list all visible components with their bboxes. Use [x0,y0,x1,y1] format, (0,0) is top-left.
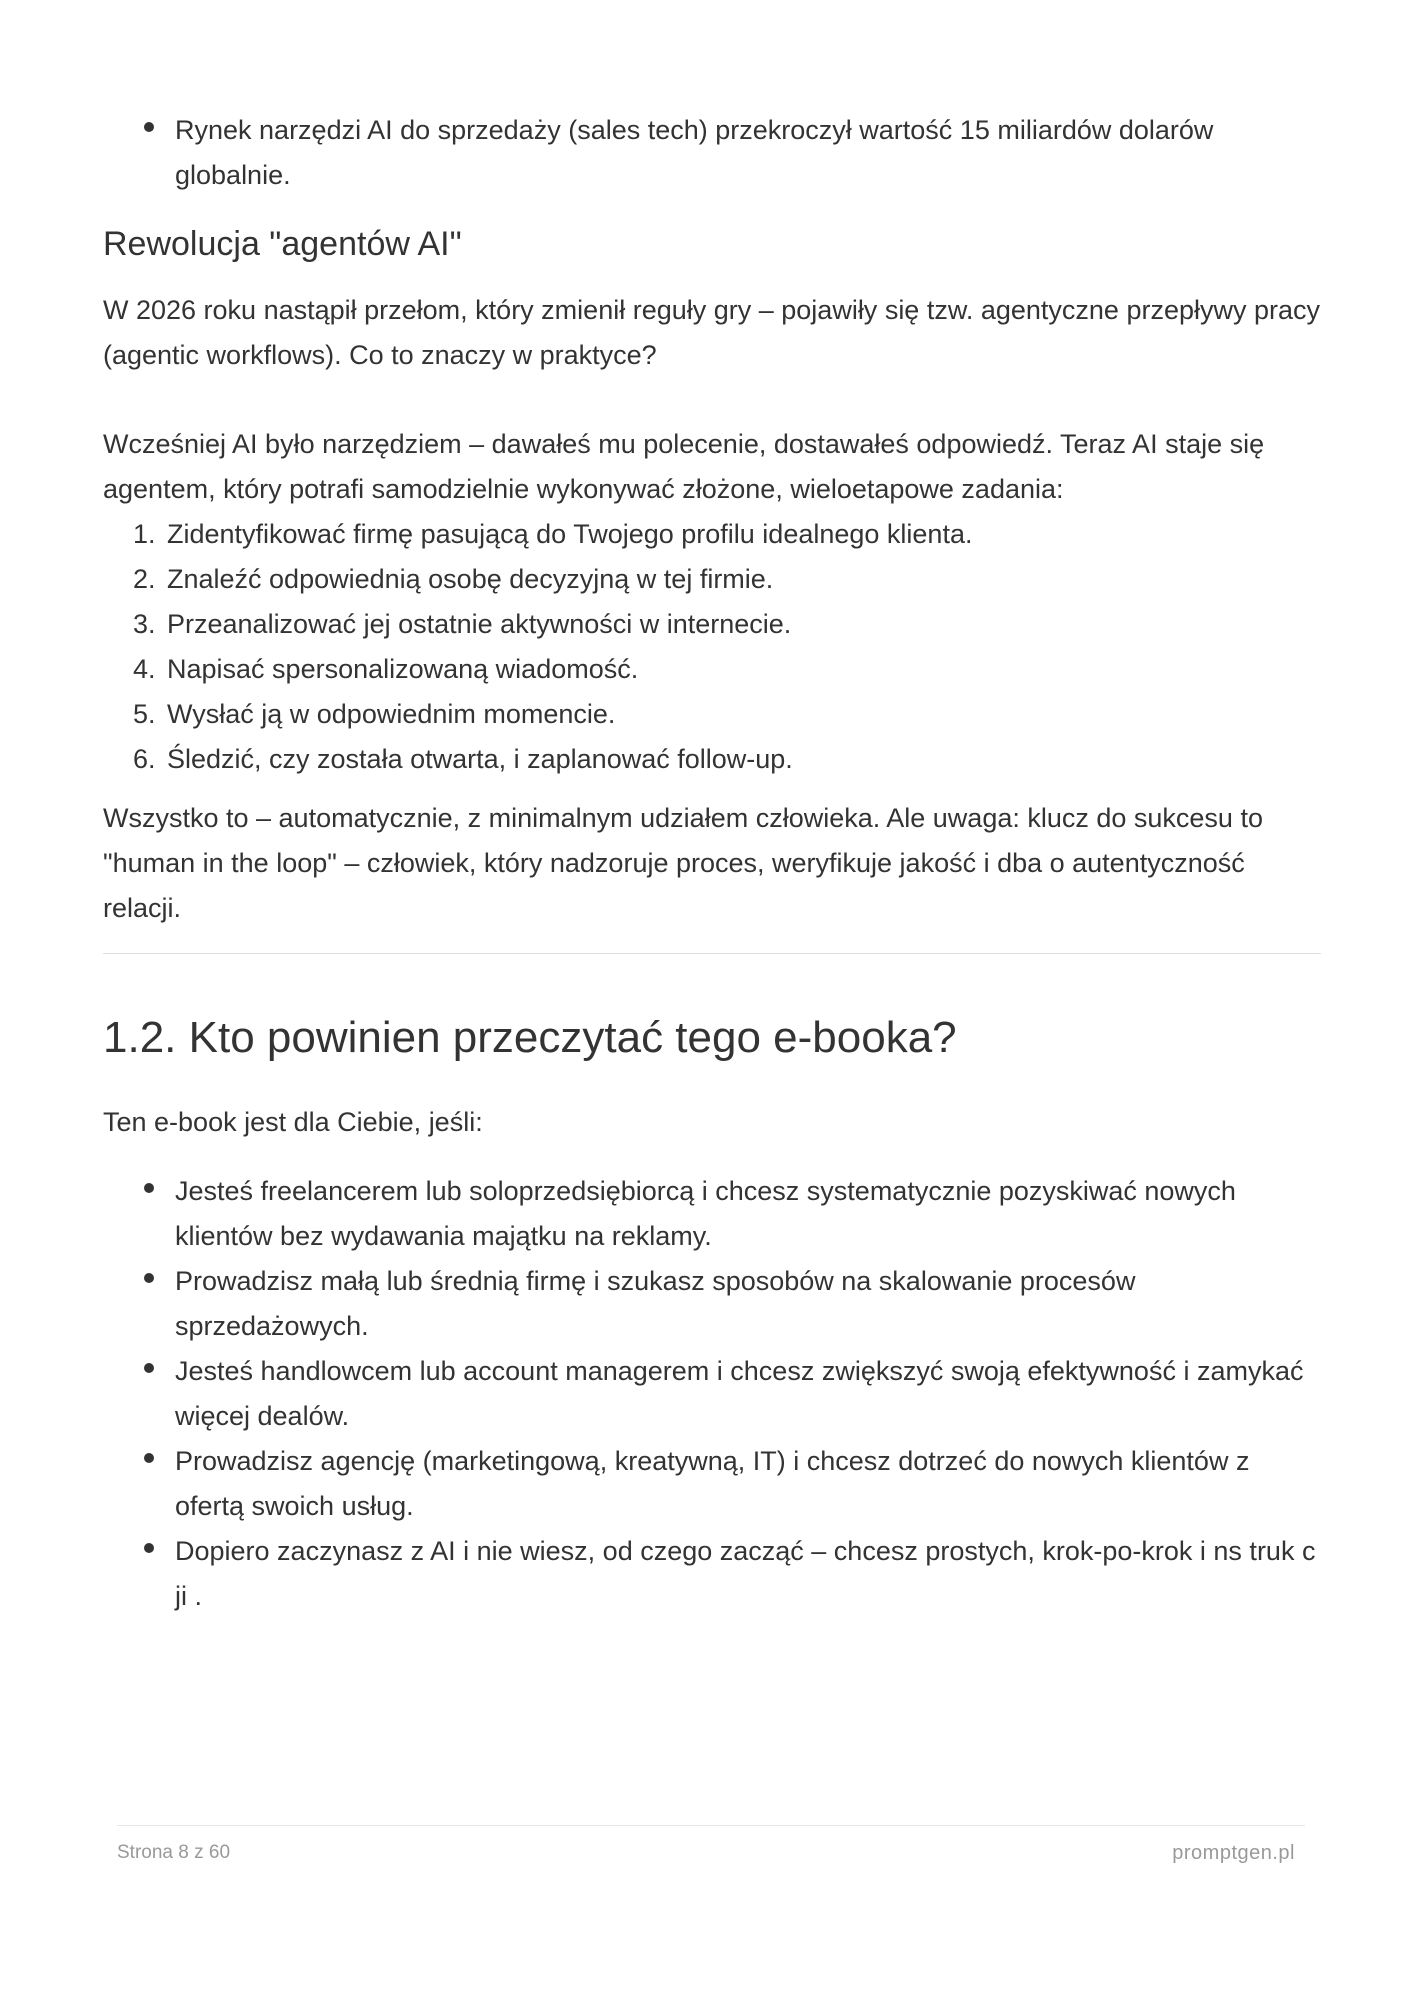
list-number: 4. [133,654,156,684]
list-item-text: Napisać spersonalizowaną wiadomość. [167,654,639,684]
list-item-text: Przeanalizować jej ostatnie aktywności w internecie. [167,609,792,639]
list-item: Rynek narzędzi AI do sprzedaży (sales tech) przekroczył wartość 15 miliardów dolarów globalnie. [103,108,1323,198]
list-number: 5. [133,699,156,729]
list-item [103,692,1323,737]
paragraph-audience-intro: Ten e-book jest dla Ciebie, jeśli: [103,1107,483,1137]
section-divider [103,953,1321,954]
list-item-text: Śledzić, czy została otwarta, i zaplanować follow-up. [167,744,793,774]
list-item: Jesteś freelancerem lub soloprzedsiębiorcą i chcesz systematycznie pozyskiwać nowych klientów bez wydawania majątku na reklamy. [103,1169,1323,1259]
list-item-text: Zidentyfikować firmę pasującą do Twojego profilu idealnego klienta. [167,519,973,549]
page-footer [117,1825,1305,1864]
list-item-text: Wysłać ją w odpowiednim momencie. [167,699,616,729]
paragraph-human-in-loop: Wszystko to – automatycznie, z minimalnym udziałem człowieka. Ale uwaga: klucz do sukcesu to "human in the loop" – człowiek, który nadzoruje proces, weryfikuje jakość i dba o autentyczność relacji. [103,803,1263,923]
audience-bullet-list [103,1169,1323,1619]
section-heading-agents: Rewolucja "agentów AI" [103,225,462,263]
list-item: Prowadzisz małą lub średnią firmę i szukasz sposobów na skalowanie procesów sprzedażowych. [103,1259,1323,1349]
agent-steps-list [103,512,1323,782]
list-item [103,557,1323,602]
list-item: Jesteś handlowcem lub account managerem i chcesz zwiększyć swoją efektywność i zamykać więcej dealów. [103,1349,1323,1439]
page-number: Strona 8 z 60 [117,1842,231,1863]
top-bullet-list [103,108,1323,198]
list-item [103,647,1323,692]
paragraph-agents-intro: W 2026 roku nastąpił przełom, który zmienił reguły gry – pojawiły się tzw. agentyczne przepływy pracy (agentic workflows). Co to znaczy w praktyce? [103,295,1321,370]
list-number: 3. [133,609,156,639]
list-number: 6. [133,744,156,774]
paragraph-agents-explanation: Wcześniej AI było narzędziem – dawałeś mu polecenie, dostawałeś odpowiedź. Teraz AI staje się agentem, który potrafi samodzielnie wykonywać złożone, wieloetapowe zadania: [103,429,1265,504]
list-number: 1. [133,519,156,549]
list-item-text: Znaleźć odpowiednią osobę decyzyjną w tej firmie. [167,564,774,594]
list-item [103,512,1323,557]
list-item [103,602,1323,647]
list-number: 2. [133,564,156,594]
list-item: Prowadzisz agencję (marketingową, kreatywną, IT) i chcesz dotrzeć do nowych klientów z ofertą swoich usług. [103,1439,1323,1529]
site-name: promptgen.pl [1172,1842,1295,1864]
page-content [103,108,1323,1619]
section-heading-audience: 1.2. Kto powinien przeczytać tego e-booka? [103,1013,957,1062]
list-item [103,737,1323,782]
list-item: Dopiero zaczynasz z AI i nie wiesz, od czego zacząć – chcesz prostych, krok-po-krok i ns truk c ji . [103,1529,1323,1619]
